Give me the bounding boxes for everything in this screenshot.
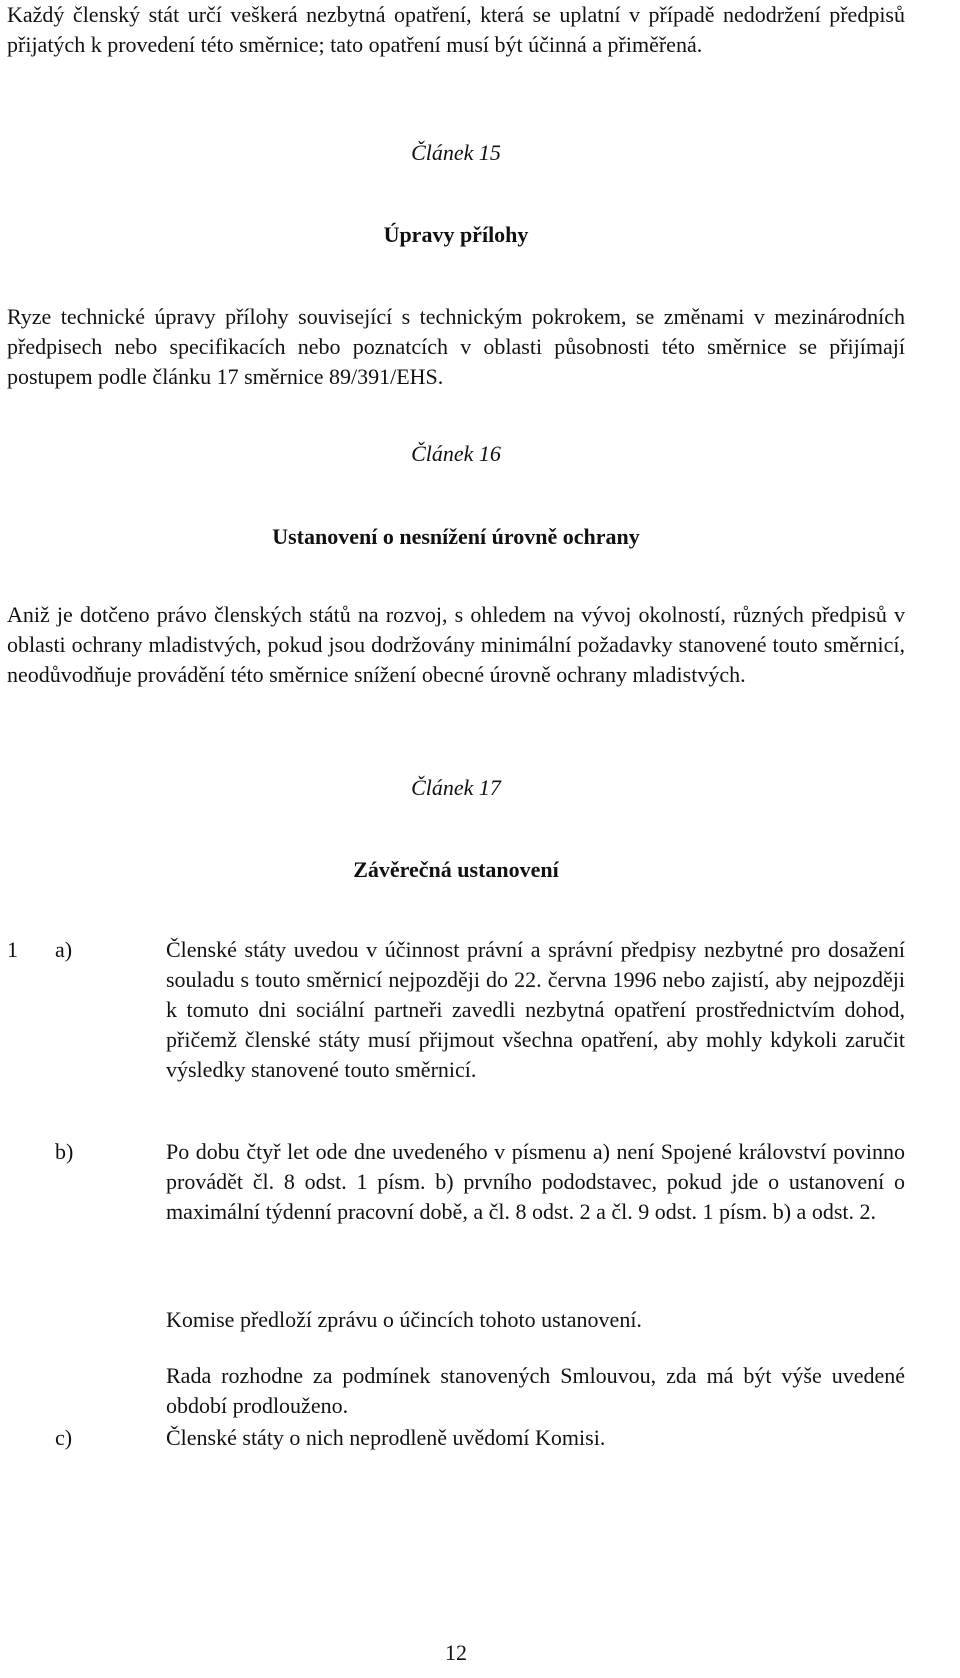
list-item-b-note-1: Komise předloží zprávu o účincích tohoto ustanovení. — [166, 1307, 642, 1332]
list-item-text: Členské státy uvedou v účinnost právní a správní předpisy nezbytné pro dosažení souladu s touto směrnicí nejpozději do 22. června 1996 nebo zajistí, aby nejpozději k tomuto dni sociální partneři zavedli nezbytná opatření prostřednictvím dohod, přičemž členské státy musí přijmout všechna opatření, aby mohly kdykoli zaručit výsledky stanovené touto směrnicí. — [166, 937, 905, 1082]
list-item-letter: a) — [55, 937, 73, 962]
article-15-paragraph: Ryze technické úpravy přílohy související s technickým pokrokem, se změnami v mezinárodních předpisech nebo specifikacích nebo poznatcích v oblasti působnosti této směrnice se přijímají postupem podle článku 17 směrnice 89/391/EHS. — [7, 304, 905, 389]
list-item-letter: b) — [55, 1139, 74, 1164]
page-number: 12 — [445, 1640, 467, 1665]
article-16-number: Článek 16 — [411, 441, 501, 466]
document-page — [7, 0, 905, 1678]
article-16-paragraph: Aniž je dotčeno právo členských států na rozvoj, s ohledem na vývoj okolností, různých předpisů v oblasti ochrany mladistvých, pokud jsou dodržovány minimální požadavky stanovené touto směrnicí, neodůvodňuje provádění této směrnice snížení obecné úrovně ochrany mladistvých. — [7, 602, 905, 687]
list-item-b-note-2: Rada rozhodne za podmínek stanovených Smlouvou, zda má být výše uvedené období prodlouženo. — [166, 1363, 905, 1418]
list-item-b — [7, 1137, 905, 1227]
article-16-title: Ustanovení o nesnížení úrovně ochrany — [272, 524, 640, 549]
list-item-c — [7, 1423, 905, 1453]
article-15-number: Článek 15 — [411, 140, 501, 165]
list-item-text: Členské státy o nich neprodleně uvědomí Komisi. — [166, 1425, 606, 1450]
list-number: 1 — [7, 937, 18, 962]
article-17-number: Článek 17 — [411, 775, 501, 800]
article-15-title: Úpravy přílohy — [383, 222, 529, 247]
list-item-text: Po dobu čtyř let ode dne uvedeného v písmenu a) není Spojené království povinno provádět čl. 8 odst. 1 písm. b) prvního pododstavec, pokud jde o ustanovení o maximální týdenní pracovní době, a čl. 8 odst. 2 a čl. 9 odst. 1 písm. b) a odst. 2. — [166, 1139, 905, 1224]
list-item-1a — [7, 935, 905, 1085]
article-17-title: Závěrečná ustanovení — [353, 857, 559, 882]
list-item-letter: c) — [55, 1425, 73, 1450]
intro-paragraph: Každý členský stát určí veškerá nezbytná opatření, která se uplatní v případě nedodržení předpisů přijatých k provedení této směrnice; tato opatření musí být účinná a přiměřená. — [7, 2, 905, 57]
